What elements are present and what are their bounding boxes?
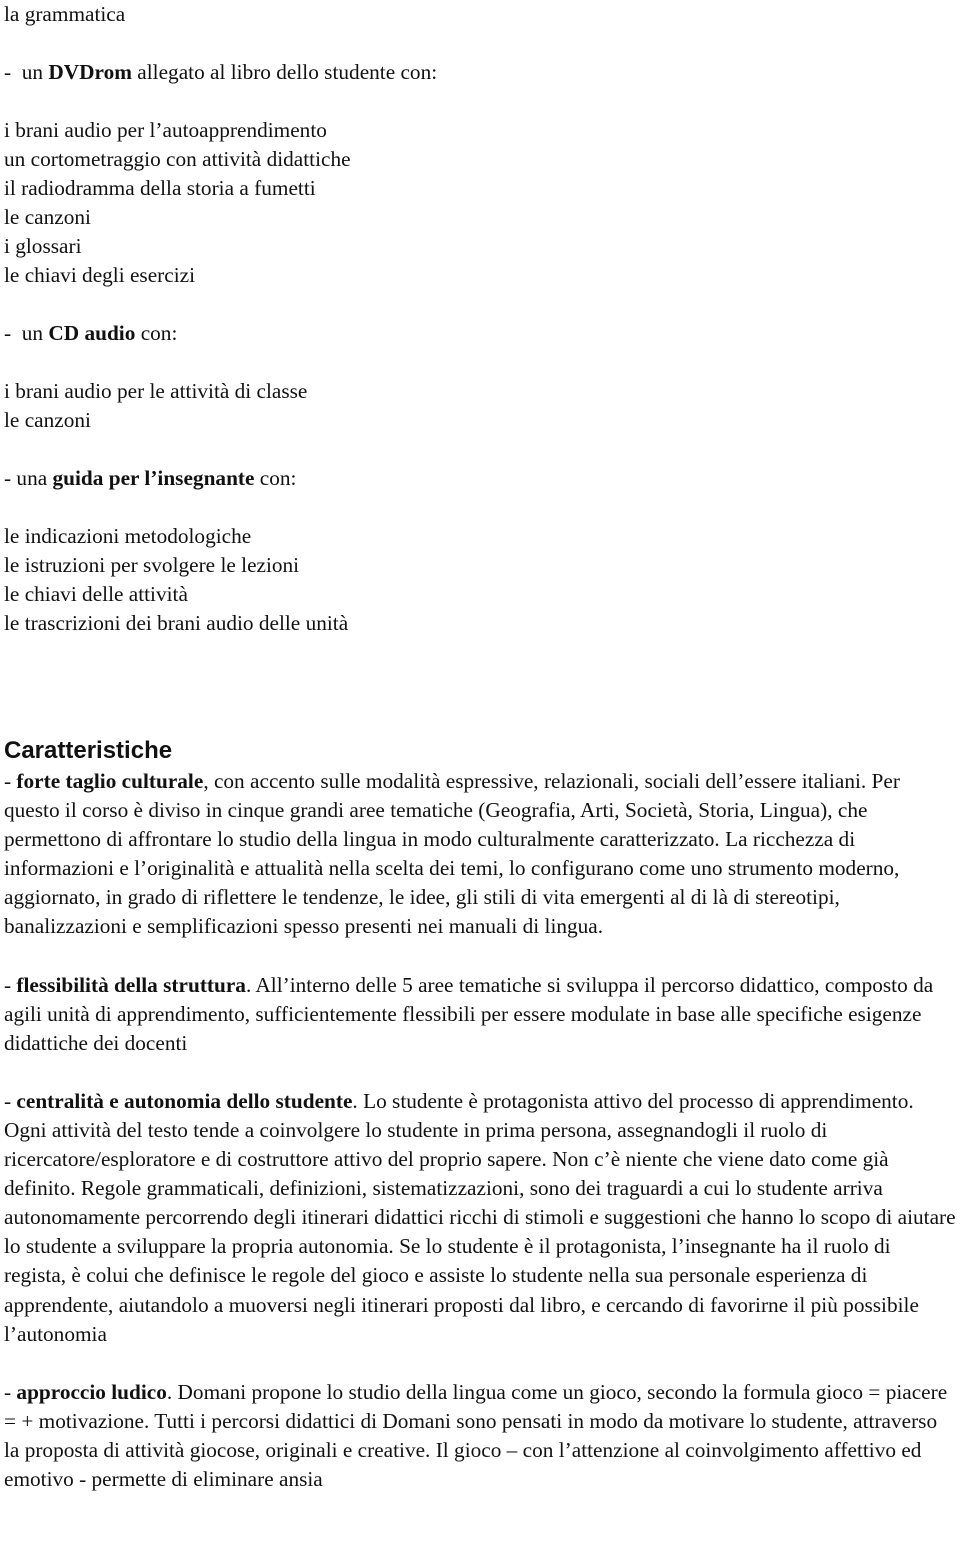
feature-text: , con accento sulle modalità espressive, relazionali, sociali dell’essere italiani. Per questo il corso è diviso in cinque grandi aree tematiche (Geografia, Arti, Società, Storia, Lingua), che permettono di affrontare lo studio della lingua in modo culturalmente caratterizzato. La ricchezza di informazioni e l’originalità e attualità nella scelta dei temi, lo configurano come uno strumento moderno, aggiornato, in grado di riflettere le tendenze, le idee, gli stili di vita emergenti al di là di stereotipi, banalizzazioni e semplificazioni spesso presenti nei manuali di lingua.	[4, 769, 900, 939]
guide-item: le chiavi delle attività	[4, 582, 188, 606]
dvd-item: un cortometraggio con attività didattiche	[4, 147, 351, 171]
feature-title: approccio ludico	[16, 1379, 167, 1404]
guide-item: le istruzioni per svolgere le lezioni	[4, 553, 300, 577]
dvd-item: il radiodramma della storia a fumetti	[4, 176, 316, 200]
feature-paragraph	[4, 1378, 956, 1494]
cd-item: i brani audio per le attività di classe	[4, 379, 308, 403]
guide-bold: guida per l’insegnante	[52, 466, 255, 490]
dvd-item: le chiavi degli esercizi	[4, 263, 195, 287]
cd-suffix: con:	[135, 321, 178, 345]
dvd-heading	[4, 58, 956, 87]
cd-bold: CD audio	[48, 321, 136, 345]
section-heading: Caratteristiche	[4, 737, 173, 764]
guide-suffix: con:	[254, 466, 297, 490]
feature-paragraph	[4, 767, 956, 942]
feature-paragraph	[4, 1087, 956, 1349]
feature-prefix: -	[4, 769, 17, 793]
feature-title: flessibilità della struttura	[16, 972, 246, 997]
guide-heading	[4, 464, 956, 493]
feature-prefix: -	[4, 1379, 17, 1404]
feature-text: . All’interno delle 5 aree tematiche si sviluppa il percorso didattico, composto da agili unità di apprendimento, sufficientemente flessibili per essere modulate in base alle specifiche esigenze didattiche dei docenti	[4, 972, 934, 1055]
feature-prefix: -	[4, 972, 17, 997]
dvd-prefix: - un	[4, 60, 49, 84]
feature-text: . Lo studente è protagonista attivo del processo di apprendimento. Ogni attività del testo tende a coinvolgere lo studente in prima persona, assegnandogli il ruolo di ricercatore/esploratore e di costruttore attivo del proprio sapere. Non c’è niente che viene dato come già definito. Regole grammaticali, definizioni, sistematizzazioni, sono dei traguardi a cui lo studente arriva autonomamente percorrendo degli itinerari didattici ricchi di stimoli e suggestioni che hanno lo scopo di aiutare lo studente a sviluppare la propria autonomia. Se lo studente è il protagonista, l’insegnante ha il ruolo di regista, è colui che definisce le regole del gioco e assiste lo studente nella sua personale esperienza di apprendente, aiutandolo a muoversi negli itinerari proposti dal libro, e cercando di favorirne il più possibile l’autonomia	[4, 1088, 956, 1346]
guide-prefix: - una	[4, 466, 53, 490]
guide-item: le trascrizioni dei brani audio delle unità	[4, 611, 349, 635]
dvd-item: i brani audio per l’autoapprendimento	[4, 118, 327, 142]
dvd-bold: DVDrom	[48, 60, 132, 84]
cd-heading	[4, 319, 956, 348]
feature-text: . Domani propone lo studio della lingua come un gioco, secondo la formula gioco = piacere = + motivazione. Tutti i percorsi didattici di Domani sono pensati in modo da motivare lo studente, attraverso la proposta di attività giocose, originali e creative. Il gioco – con l’attenzione al coinvolgimento affettivo ed emotivo - permette di eliminare ansia	[4, 1379, 948, 1491]
feature-title: centralità e autonomia dello studente	[16, 1088, 353, 1113]
guide-item: le indicazioni metodologiche	[4, 524, 252, 548]
cd-prefix: - un	[4, 321, 49, 345]
dvd-suffix: allegato al libro dello studente con:	[131, 60, 438, 84]
dvd-item: le canzoni	[4, 205, 91, 229]
intro-line: la grammatica	[4, 2, 126, 26]
dvd-item: i glossari	[4, 234, 82, 258]
cd-item: le canzoni	[4, 408, 91, 432]
document-page	[4, 0, 956, 1494]
feature-title: forte taglio culturale	[16, 769, 204, 793]
feature-paragraph	[4, 971, 956, 1058]
feature-prefix: -	[4, 1088, 17, 1113]
